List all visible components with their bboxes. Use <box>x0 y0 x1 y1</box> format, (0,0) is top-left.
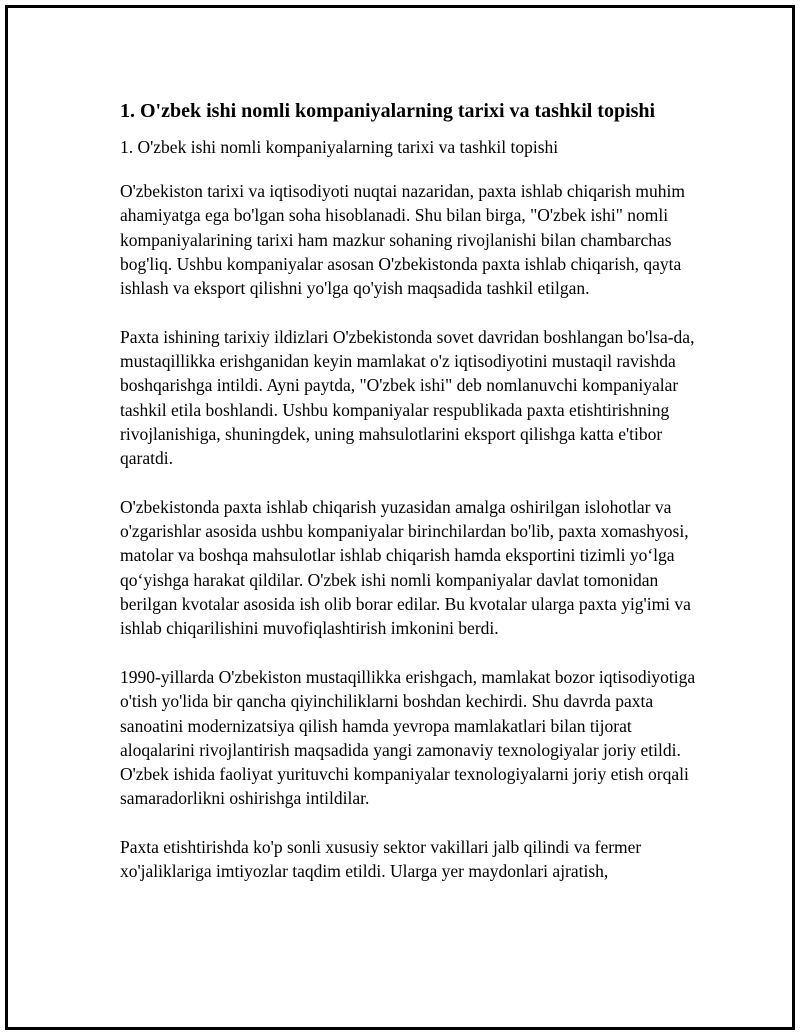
paragraph-5: Paxta etishtirishda ko'p sonli xususiy sektor vakillari jalb qilindi va fermer xo'jaliklariga imtiyozlar taqdim etildi. Ularga yer maydonlari ajratish, <box>120 837 642 882</box>
paragraph-1: O'zbekiston tarixi va iqtisodiyoti nuqtai nazaridan, paxta ishlab chiqarish muhim ahamiyatga ega bo'lgan soha hisoblanadi. Shu bilan birga, "O'zbek ishi" nomli kompaniyalarining tarixi ham mazkur sohaning rivojlanishi bilan chambarchas bog'liq. Ushbu kompaniyalar asosan O'zbekistonda paxta ishlab chiqarish, qayta ishlash va eksport qilishni yo'lga qo'yish maqsadida tashkil etilgan. <box>120 181 685 299</box>
page-frame <box>5 5 795 1030</box>
document-subheading: 1. O'zbek ishi nomli kompaniyalarning tarixi va tashkil topishi <box>120 137 559 157</box>
paragraph-4: 1990-yillarda O'zbekiston mustaqillikka erishgach, mamlakat bozor iqtisodiyotiga o'tish yo'lida bir qancha qiyinchiliklarni boshdan kechirdi. Shu davrda paxta sanoatini modernizatsiya qilish hamda yevropa mamlakatlari bilan tijorat aloqalarini rivojlantirish maqsadida yangi zamonaviy texnologiyalar joriy etildi. O'zbek ishida faoliyat yurituvchi kompaniyalar texnologiyalarni joriy etish orqali samaradorlikni oshirishga intildilar. <box>120 666 696 809</box>
paragraph-3: O'zbekistonda paxta ishlab chiqarish yuzasidan amalga oshirilgan islohotlar va o'zgarishlar asosida ushbu kompaniyalar birinchilardan bo'lib, paxta xomashyosi, matolar va boshqa mahsulotlar ishlab chiqarish hamda eksportini tizimli yo‘lga qo‘yishga harakat qildilar. O'zbek ishi nomli kompaniyalar davlat tomonidan berilgan kvotalar asosida ish olib borar edilar. Bu kvotalar ularga paxta yig'imi va ishlab chiqarilishini muvofiqlashtirish imkonini berdi. <box>120 496 691 639</box>
paragraph-2: Paxta ishining tarixiy ildizlari O'zbekistonda sovet davridan boshlangan bo'lsa-da, mustaqillikka erishganidan keyin mamlakat o'z iqtisodiyotini mustaqil ravishda boshqarishga intildi. Ayni paytda, "O'zbek ishi" deb nomlanuvchi kompaniyalar tashkil etila boshlandi. Ushbu kompaniyalar respublikada paxta etishtirishning rivojlanishiga, shuningdek, uning mahsulotlarini eksport qilishga katta e'tibor qaratdi. <box>120 326 695 469</box>
document-heading: 1. O'zbek ishi nomli kompaniyalarning tarixi va tashkil topishi <box>120 100 656 122</box>
document-body <box>120 98 700 908</box>
